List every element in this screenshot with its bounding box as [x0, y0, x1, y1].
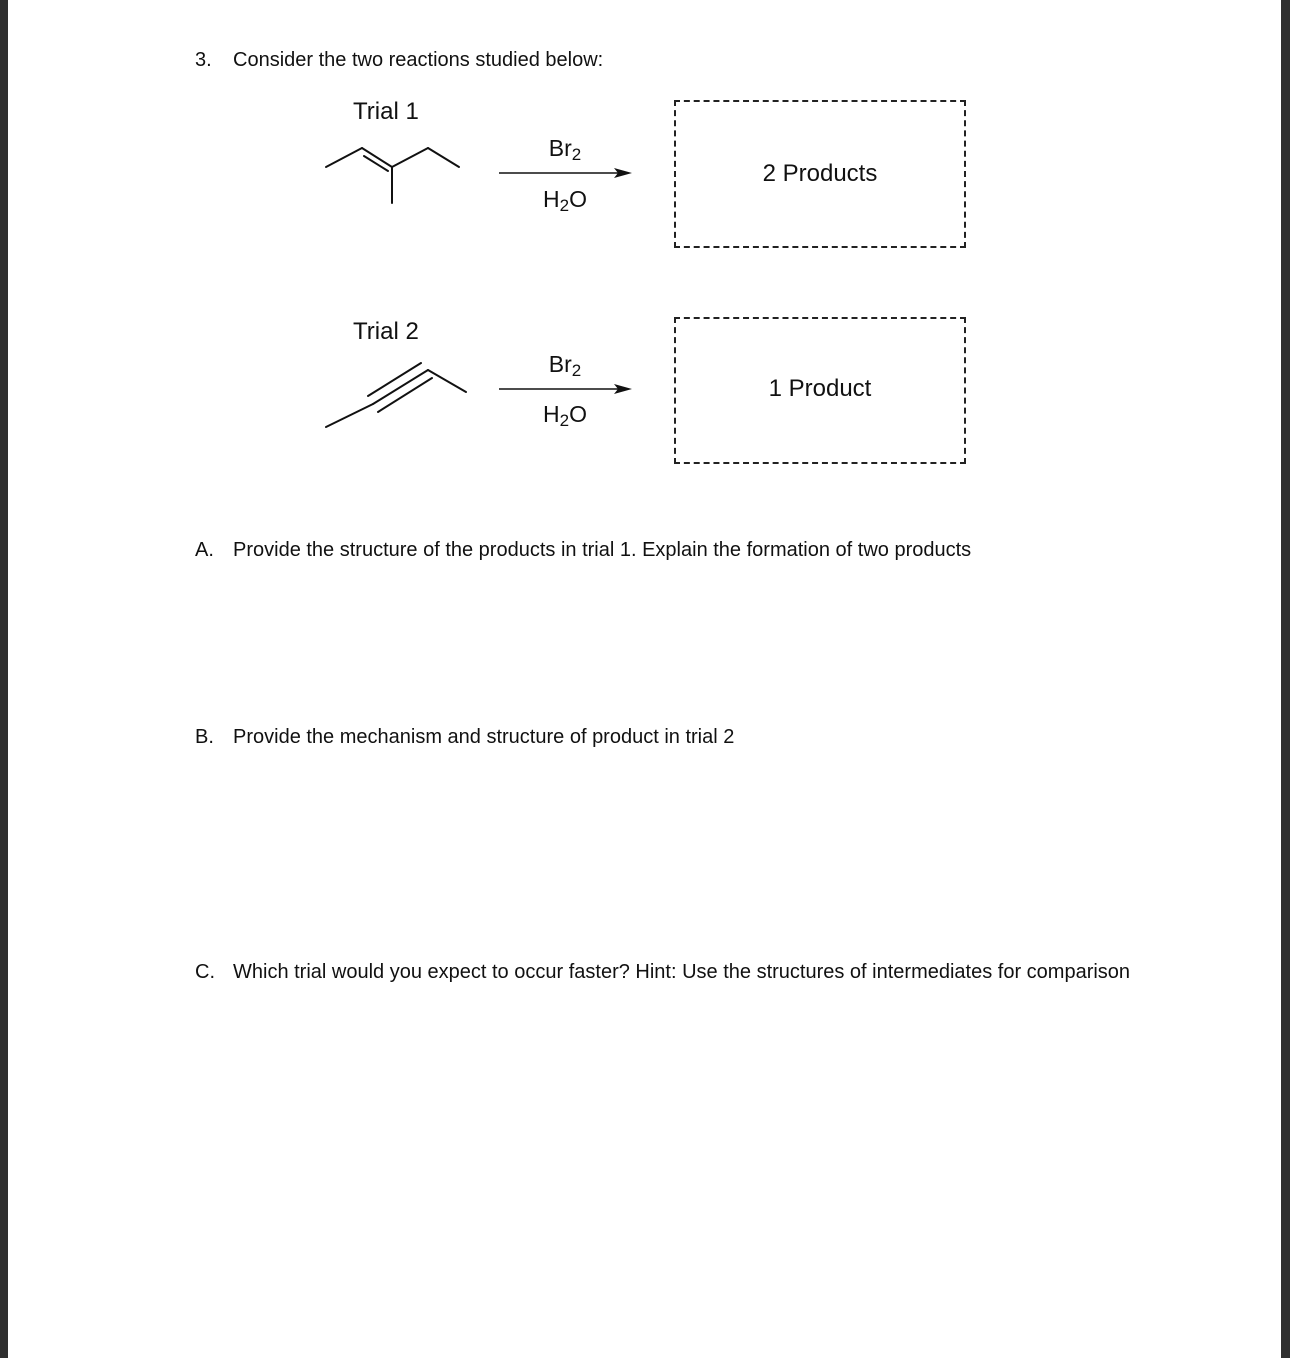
part-c-letter: C.: [195, 961, 215, 983]
reagent-br: Br: [548, 351, 572, 377]
part-c-text: Which trial would you expect to occur faster? Hint: Use the structures of intermediates for comparison: [233, 961, 1131, 983]
trial-1-product-box: [674, 100, 966, 248]
document-page: [8, 0, 1281, 1358]
trial-1-label: Trial 1: [353, 98, 419, 125]
trial-1-reagent-top: [525, 134, 605, 162]
reagent-o: O: [569, 401, 587, 427]
bond: [392, 148, 428, 167]
part-c: [195, 957, 1195, 1021]
reagent-h: H: [543, 401, 560, 427]
bond: [428, 148, 459, 167]
question-prompt: Consider the two reactions studied below:: [233, 49, 604, 71]
trial-2-alkyne-structure: [318, 360, 468, 430]
trial-2-reaction-arrow: [498, 382, 638, 396]
reagent-br-subscript: 2: [571, 361, 582, 380]
trial-1-reagent-bottom: [525, 185, 605, 213]
trial-2-product-box: [674, 317, 966, 464]
bond: [428, 370, 466, 392]
trial-2-label: Trial 2: [353, 318, 419, 345]
reagent-h-subscript: 2: [559, 196, 570, 215]
reagent-h: H: [543, 186, 560, 212]
trial-1-reaction-arrow: [498, 166, 638, 180]
part-a-letter: A.: [195, 539, 214, 561]
trial-2-reagent-bottom: [525, 400, 605, 428]
question-number: 3.: [195, 49, 212, 71]
part-a-text: Provide the structure of the products in trial 1. Explain the formation of two products: [233, 539, 972, 561]
reagent-o: O: [569, 186, 587, 212]
bond: [326, 148, 362, 167]
double-bond-inner: [364, 156, 388, 171]
part-b-letter: B.: [195, 726, 214, 748]
trial-1-product-label: 2 Products: [762, 160, 878, 187]
part-b-text: Provide the mechanism and structure of product in trial 2: [233, 726, 735, 748]
trial-2-product-label: 1 Product: [768, 375, 872, 402]
bond: [326, 404, 373, 427]
trial-2-reagent-top: [525, 350, 605, 378]
trial-1-alkene-structure: [318, 135, 468, 215]
reagent-br: Br: [548, 135, 572, 161]
reagent-h-subscript: 2: [559, 411, 570, 430]
reagent-br-subscript: 2: [571, 145, 582, 164]
